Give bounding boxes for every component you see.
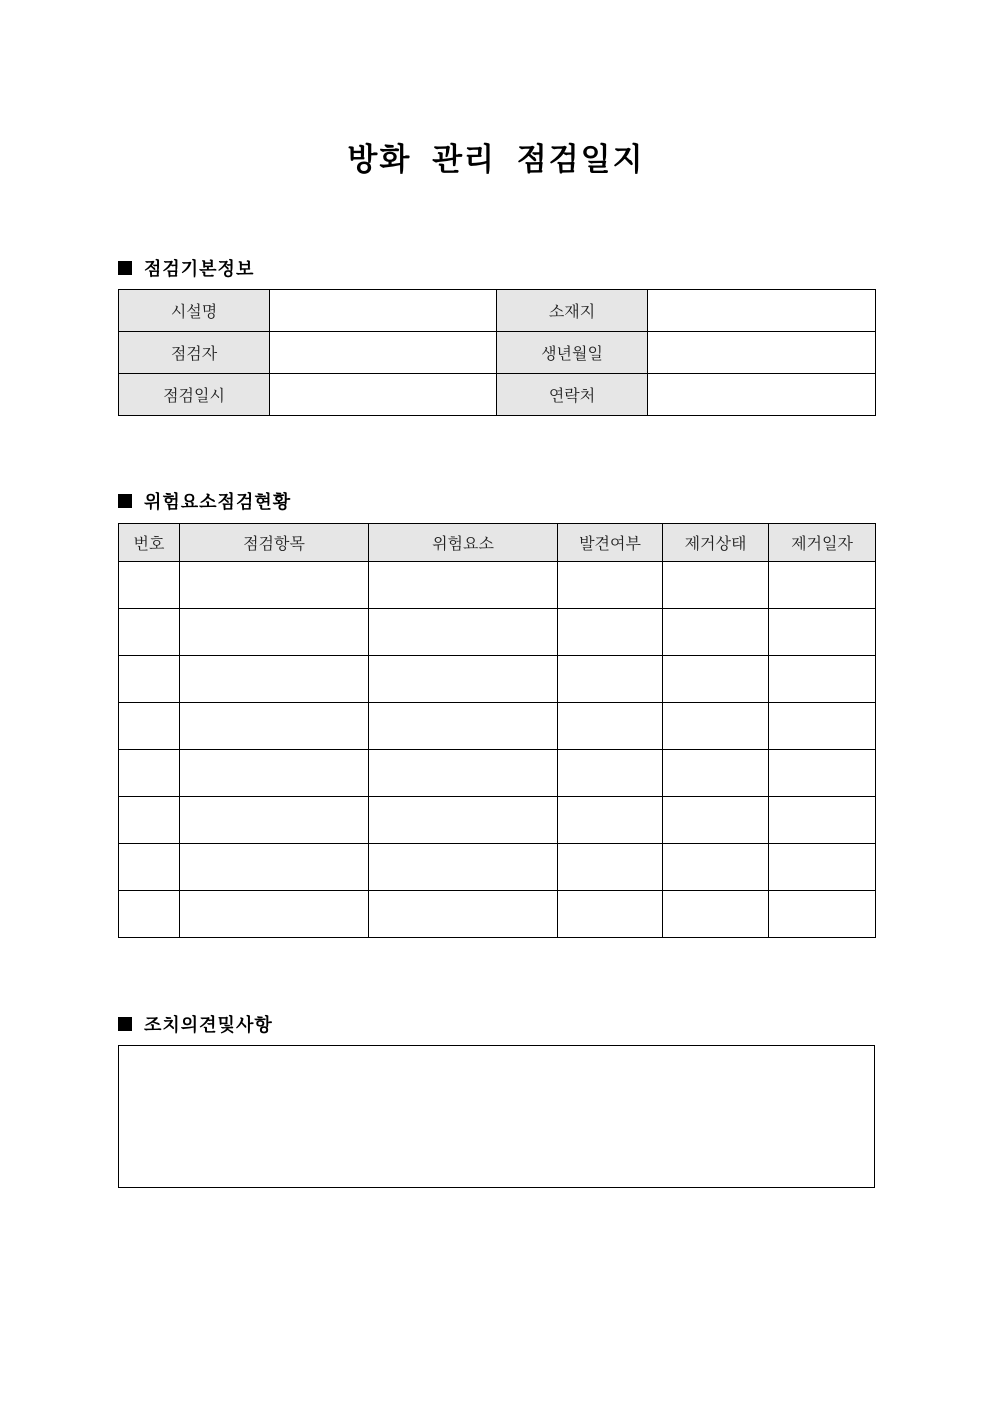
column-header-removal-status: 제거상태	[663, 524, 769, 562]
table-row	[119, 609, 876, 656]
cell-removal-date[interactable]	[769, 562, 876, 609]
cell-removal-status[interactable]	[663, 797, 769, 844]
facility-name-field[interactable]	[270, 290, 497, 332]
cell-inspection-item[interactable]	[180, 750, 369, 797]
cell-risk-factor[interactable]	[369, 844, 558, 891]
cell-found[interactable]	[558, 703, 663, 750]
cell-number[interactable]	[119, 891, 180, 938]
contact-label: 연락처	[497, 374, 648, 416]
inspector-field[interactable]	[270, 332, 497, 374]
cell-inspection-item[interactable]	[180, 891, 369, 938]
cell-number[interactable]	[119, 797, 180, 844]
location-label: 소재지	[497, 290, 648, 332]
section-heading-label: 조치의견및사항	[144, 1015, 273, 1036]
section-heading-risk-status	[118, 488, 291, 514]
cell-risk-factor[interactable]	[369, 609, 558, 656]
action-notes-box[interactable]	[118, 1045, 875, 1188]
cell-number[interactable]	[119, 609, 180, 656]
cell-number[interactable]	[119, 656, 180, 703]
cell-inspection-item[interactable]	[180, 844, 369, 891]
table-row	[119, 374, 876, 416]
cell-inspection-item[interactable]	[180, 656, 369, 703]
cell-removal-status[interactable]	[663, 703, 769, 750]
inspection-datetime-field[interactable]	[270, 374, 497, 416]
cell-risk-factor[interactable]	[369, 656, 558, 703]
cell-removal-date[interactable]	[769, 703, 876, 750]
cell-number[interactable]	[119, 703, 180, 750]
column-header-removal-date: 제거일자	[769, 524, 876, 562]
cell-inspection-item[interactable]	[180, 609, 369, 656]
cell-removal-date[interactable]	[769, 844, 876, 891]
column-header-found: 발견여부	[558, 524, 663, 562]
cell-found[interactable]	[558, 891, 663, 938]
cell-removal-status[interactable]	[663, 844, 769, 891]
cell-removal-status[interactable]	[663, 656, 769, 703]
table-row	[119, 844, 876, 891]
cell-removal-status[interactable]	[663, 562, 769, 609]
square-bullet-icon	[118, 494, 132, 508]
cell-removal-date[interactable]	[769, 797, 876, 844]
table-row	[119, 797, 876, 844]
cell-inspection-item[interactable]	[180, 797, 369, 844]
cell-removal-status[interactable]	[663, 750, 769, 797]
cell-found[interactable]	[558, 656, 663, 703]
cell-removal-date[interactable]	[769, 609, 876, 656]
cell-removal-date[interactable]	[769, 891, 876, 938]
column-header-inspection-item: 점검항목	[180, 524, 369, 562]
section-heading-basic-info	[118, 255, 254, 281]
cell-removal-status[interactable]	[663, 891, 769, 938]
square-bullet-icon	[118, 261, 132, 275]
page-title: 방화 관리 점검일지	[347, 142, 645, 178]
cell-risk-factor[interactable]	[369, 703, 558, 750]
location-field[interactable]	[648, 290, 876, 332]
table-row	[119, 703, 876, 750]
table-row	[119, 750, 876, 797]
contact-field[interactable]	[648, 374, 876, 416]
cell-risk-factor[interactable]	[369, 797, 558, 844]
table-row	[119, 290, 876, 332]
table-row	[119, 332, 876, 374]
cell-removal-date[interactable]	[769, 750, 876, 797]
cell-risk-factor[interactable]	[369, 891, 558, 938]
cell-found[interactable]	[558, 797, 663, 844]
basic-info-table	[118, 289, 876, 416]
cell-found[interactable]	[558, 562, 663, 609]
birthdate-label: 생년월일	[497, 332, 648, 374]
cell-inspection-item[interactable]	[180, 562, 369, 609]
column-header-number: 번호	[119, 524, 180, 562]
cell-removal-status[interactable]	[663, 609, 769, 656]
facility-name-label: 시설명	[119, 290, 270, 332]
inspection-datetime-label: 점검일시	[119, 374, 270, 416]
cell-number[interactable]	[119, 844, 180, 891]
section-heading-action-notes	[118, 1011, 273, 1037]
cell-found[interactable]	[558, 609, 663, 656]
square-bullet-icon	[118, 1017, 132, 1031]
table-header-row	[119, 524, 876, 562]
cell-number[interactable]	[119, 750, 180, 797]
cell-found[interactable]	[558, 750, 663, 797]
table-row	[119, 891, 876, 938]
table-row	[119, 562, 876, 609]
section-heading-label: 위험요소점검현황	[144, 492, 292, 513]
cell-removal-date[interactable]	[769, 656, 876, 703]
birthdate-field[interactable]	[648, 332, 876, 374]
cell-risk-factor[interactable]	[369, 750, 558, 797]
risk-status-table	[118, 523, 876, 938]
column-header-risk-factor: 위험요소	[369, 524, 558, 562]
cell-risk-factor[interactable]	[369, 562, 558, 609]
section-heading-label: 점검기본정보	[144, 259, 255, 280]
cell-inspection-item[interactable]	[180, 703, 369, 750]
cell-found[interactable]	[558, 844, 663, 891]
inspector-label: 점검자	[119, 332, 270, 374]
cell-number[interactable]	[119, 562, 180, 609]
table-row	[119, 656, 876, 703]
